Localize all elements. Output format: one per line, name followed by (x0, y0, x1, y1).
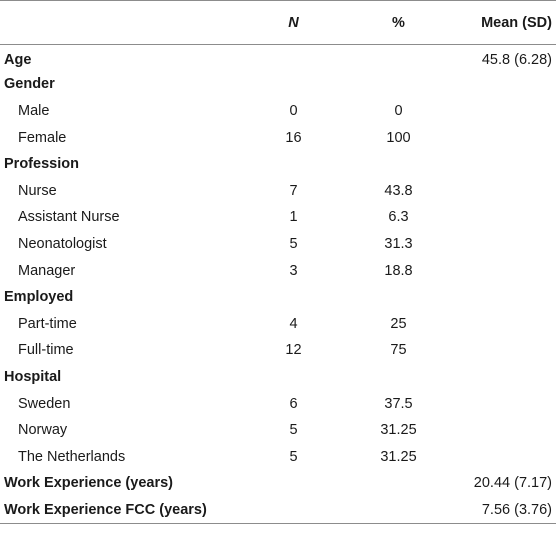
row-percent (351, 45, 446, 72)
row-mean-sd (446, 177, 556, 204)
row-n: 4 (289, 315, 298, 332)
row-label: Female (18, 129, 67, 146)
row-mean-sd (446, 98, 556, 125)
row-label: Male (18, 102, 50, 119)
row-label: Assistant Nurse (18, 209, 120, 226)
row-label: Work Experience FCC (years) (0, 497, 236, 524)
row-label: Sweden (18, 395, 71, 412)
row-percent: 25 (390, 315, 407, 332)
row-percent: 31.3 (384, 235, 413, 252)
row-percent: 31.25 (380, 448, 417, 465)
row-n: 5 (289, 235, 298, 252)
header-percent: % (351, 1, 446, 45)
row-percent: 43.8 (384, 182, 413, 199)
row-mean-sd: 7.56 (3.76) (446, 497, 556, 524)
table-header-row (0, 1, 556, 45)
row-mean-sd (446, 443, 556, 470)
row-n: 5 (289, 448, 298, 465)
table-row (0, 337, 556, 364)
table-row (0, 417, 556, 444)
row-percent: 37.5 (384, 395, 413, 412)
header-label (0, 1, 236, 45)
row-percent (351, 284, 446, 311)
row-label: Profession (4, 156, 79, 173)
table-row (0, 124, 556, 151)
row-mean-sd: 20.44 (7.17) (473, 475, 552, 492)
table-row (0, 257, 556, 284)
table-row (0, 443, 556, 470)
row-percent (351, 470, 446, 497)
table-row (0, 284, 556, 311)
header-n: N (236, 1, 351, 45)
row-label: Neonatologist (18, 235, 107, 252)
row-mean-sd (446, 151, 556, 178)
row-mean-sd (446, 310, 556, 337)
row-percent (351, 364, 446, 391)
row-percent (351, 151, 446, 178)
row-mean-sd (446, 390, 556, 417)
row-mean-sd (446, 71, 556, 98)
table-row (0, 204, 556, 231)
header-mean-sd: Mean (SD) (446, 1, 556, 45)
row-mean-sd (446, 364, 556, 391)
row-label: Full-time (18, 342, 74, 359)
row-n: 3 (289, 262, 298, 279)
row-mean-sd (446, 284, 556, 311)
row-n (236, 71, 351, 98)
row-n: 6 (289, 395, 298, 412)
table-row (0, 45, 556, 72)
row-n (236, 284, 351, 311)
table-row (0, 497, 556, 524)
row-percent: 75 (390, 342, 407, 359)
table-row (0, 470, 556, 497)
row-percent (351, 71, 446, 98)
row-percent: 6.3 (388, 209, 409, 226)
row-mean-sd (446, 417, 556, 444)
table-row (0, 98, 556, 125)
row-percent: 31.25 (380, 422, 417, 439)
row-percent: 100 (386, 129, 411, 146)
table-row (0, 177, 556, 204)
row-n: 5 (289, 422, 298, 439)
row-percent: 18.8 (384, 262, 413, 279)
table-row (0, 71, 556, 98)
row-label: The Netherlands (18, 448, 126, 465)
row-n (236, 45, 351, 72)
row-n: 12 (285, 342, 302, 359)
row-n (236, 151, 351, 178)
row-label: Work Experience (years) (4, 475, 173, 492)
row-label: Manager (18, 262, 76, 279)
table-row (0, 231, 556, 258)
row-n: 0 (289, 102, 298, 119)
table-row (0, 364, 556, 391)
row-label: Employed (4, 289, 74, 306)
row-label: Nurse (18, 182, 57, 199)
table-row (0, 310, 556, 337)
row-mean-sd: 45.8 (6.28) (481, 51, 552, 68)
row-n: 7 (289, 182, 298, 199)
row-percent: 0 (394, 102, 403, 119)
row-mean-sd (446, 124, 556, 151)
table-body (0, 45, 556, 524)
table-row (0, 390, 556, 417)
row-label: Age (4, 51, 32, 68)
row-mean-sd (446, 231, 556, 258)
row-mean-sd (446, 337, 556, 364)
row-n (236, 470, 351, 497)
row-label: Hospital (4, 368, 62, 385)
table-row (0, 151, 556, 178)
row-n (236, 497, 351, 524)
row-label: Norway (18, 422, 68, 439)
row-n (236, 364, 351, 391)
row-label: Gender (4, 76, 55, 93)
row-n: 16 (285, 129, 302, 146)
row-mean-sd (446, 257, 556, 284)
row-n: 1 (289, 209, 298, 226)
row-mean-sd (446, 204, 556, 231)
row-label: Part-time (18, 315, 77, 332)
row-percent (351, 497, 446, 524)
